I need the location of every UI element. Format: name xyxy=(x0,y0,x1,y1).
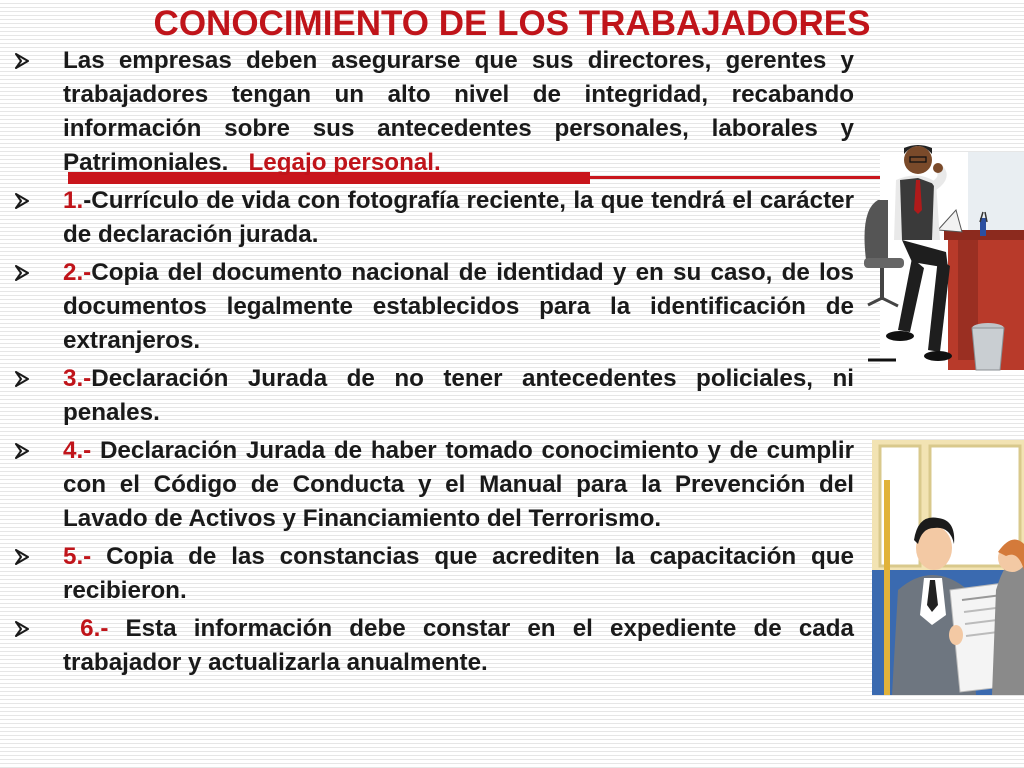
arrow-bullet-icon xyxy=(14,443,30,459)
item-text: -Currículo de vida con fotografía reciente, la que tendrá el carácter de declaración jurada. xyxy=(63,187,854,248)
item-number: 1. xyxy=(63,187,84,214)
arrow-bullet-icon xyxy=(14,193,30,209)
bullet-item-2 xyxy=(14,256,854,358)
item-text: Declaración Jurada de haber tomado conocimiento y de cumplir con el Código de Conducta y el Manual para la Prevención del Lavado de Activos y Financiamiento del Terrorismo. xyxy=(63,437,854,532)
businessman-desk-illustration xyxy=(858,140,1024,375)
bullet-item-6 xyxy=(14,612,854,680)
arrow-bullet-icon xyxy=(14,549,30,565)
bullet-item-1 xyxy=(14,184,854,252)
arrow-bullet-icon xyxy=(14,265,30,281)
arrow-bullet-icon xyxy=(14,371,30,387)
item-text: Esta información debe constar en el expediente de cada trabajador y actualizarla anualmente. xyxy=(63,615,854,676)
bullet-list xyxy=(14,44,854,684)
item-number: 5.- xyxy=(63,543,92,570)
item-text: Copia de las constancias que acrediten la capacitación que recibieron. xyxy=(63,543,854,604)
slide-title: CONOCIMIENTO DE LOS TRABAJADORES xyxy=(153,4,871,43)
item-text: Declaración Jurada de no tener antecedentes policiales, ni penales. xyxy=(63,365,854,426)
item-number: 2.- xyxy=(63,259,92,286)
bullet-intro xyxy=(14,44,854,180)
legajo-label: Legajo personal. xyxy=(248,149,441,176)
bullet-item-5 xyxy=(14,540,854,608)
item-number: 6.- xyxy=(80,615,109,642)
item-text: Copia del documento nacional de identidad y en su caso, de los documentos legalmente establecidos para la identificación de extranjeros. xyxy=(63,259,854,354)
bullet-item-4 xyxy=(14,434,854,536)
intro-text: Las empresas deben asegurarse que sus directores, gerentes y trabajadores tengan un alto nivel de integridad, recabando información sobre sus antecedentes personales, laborales y Patrimoniales. xyxy=(63,47,854,176)
item-number: 4.- xyxy=(63,437,92,464)
arrow-bullet-icon xyxy=(14,53,30,69)
arrow-bullet-icon xyxy=(14,621,30,637)
bullet-item-3 xyxy=(14,362,854,430)
man-reading-newspaper-illustration xyxy=(872,440,1024,695)
item-number: 3.- xyxy=(63,365,92,392)
